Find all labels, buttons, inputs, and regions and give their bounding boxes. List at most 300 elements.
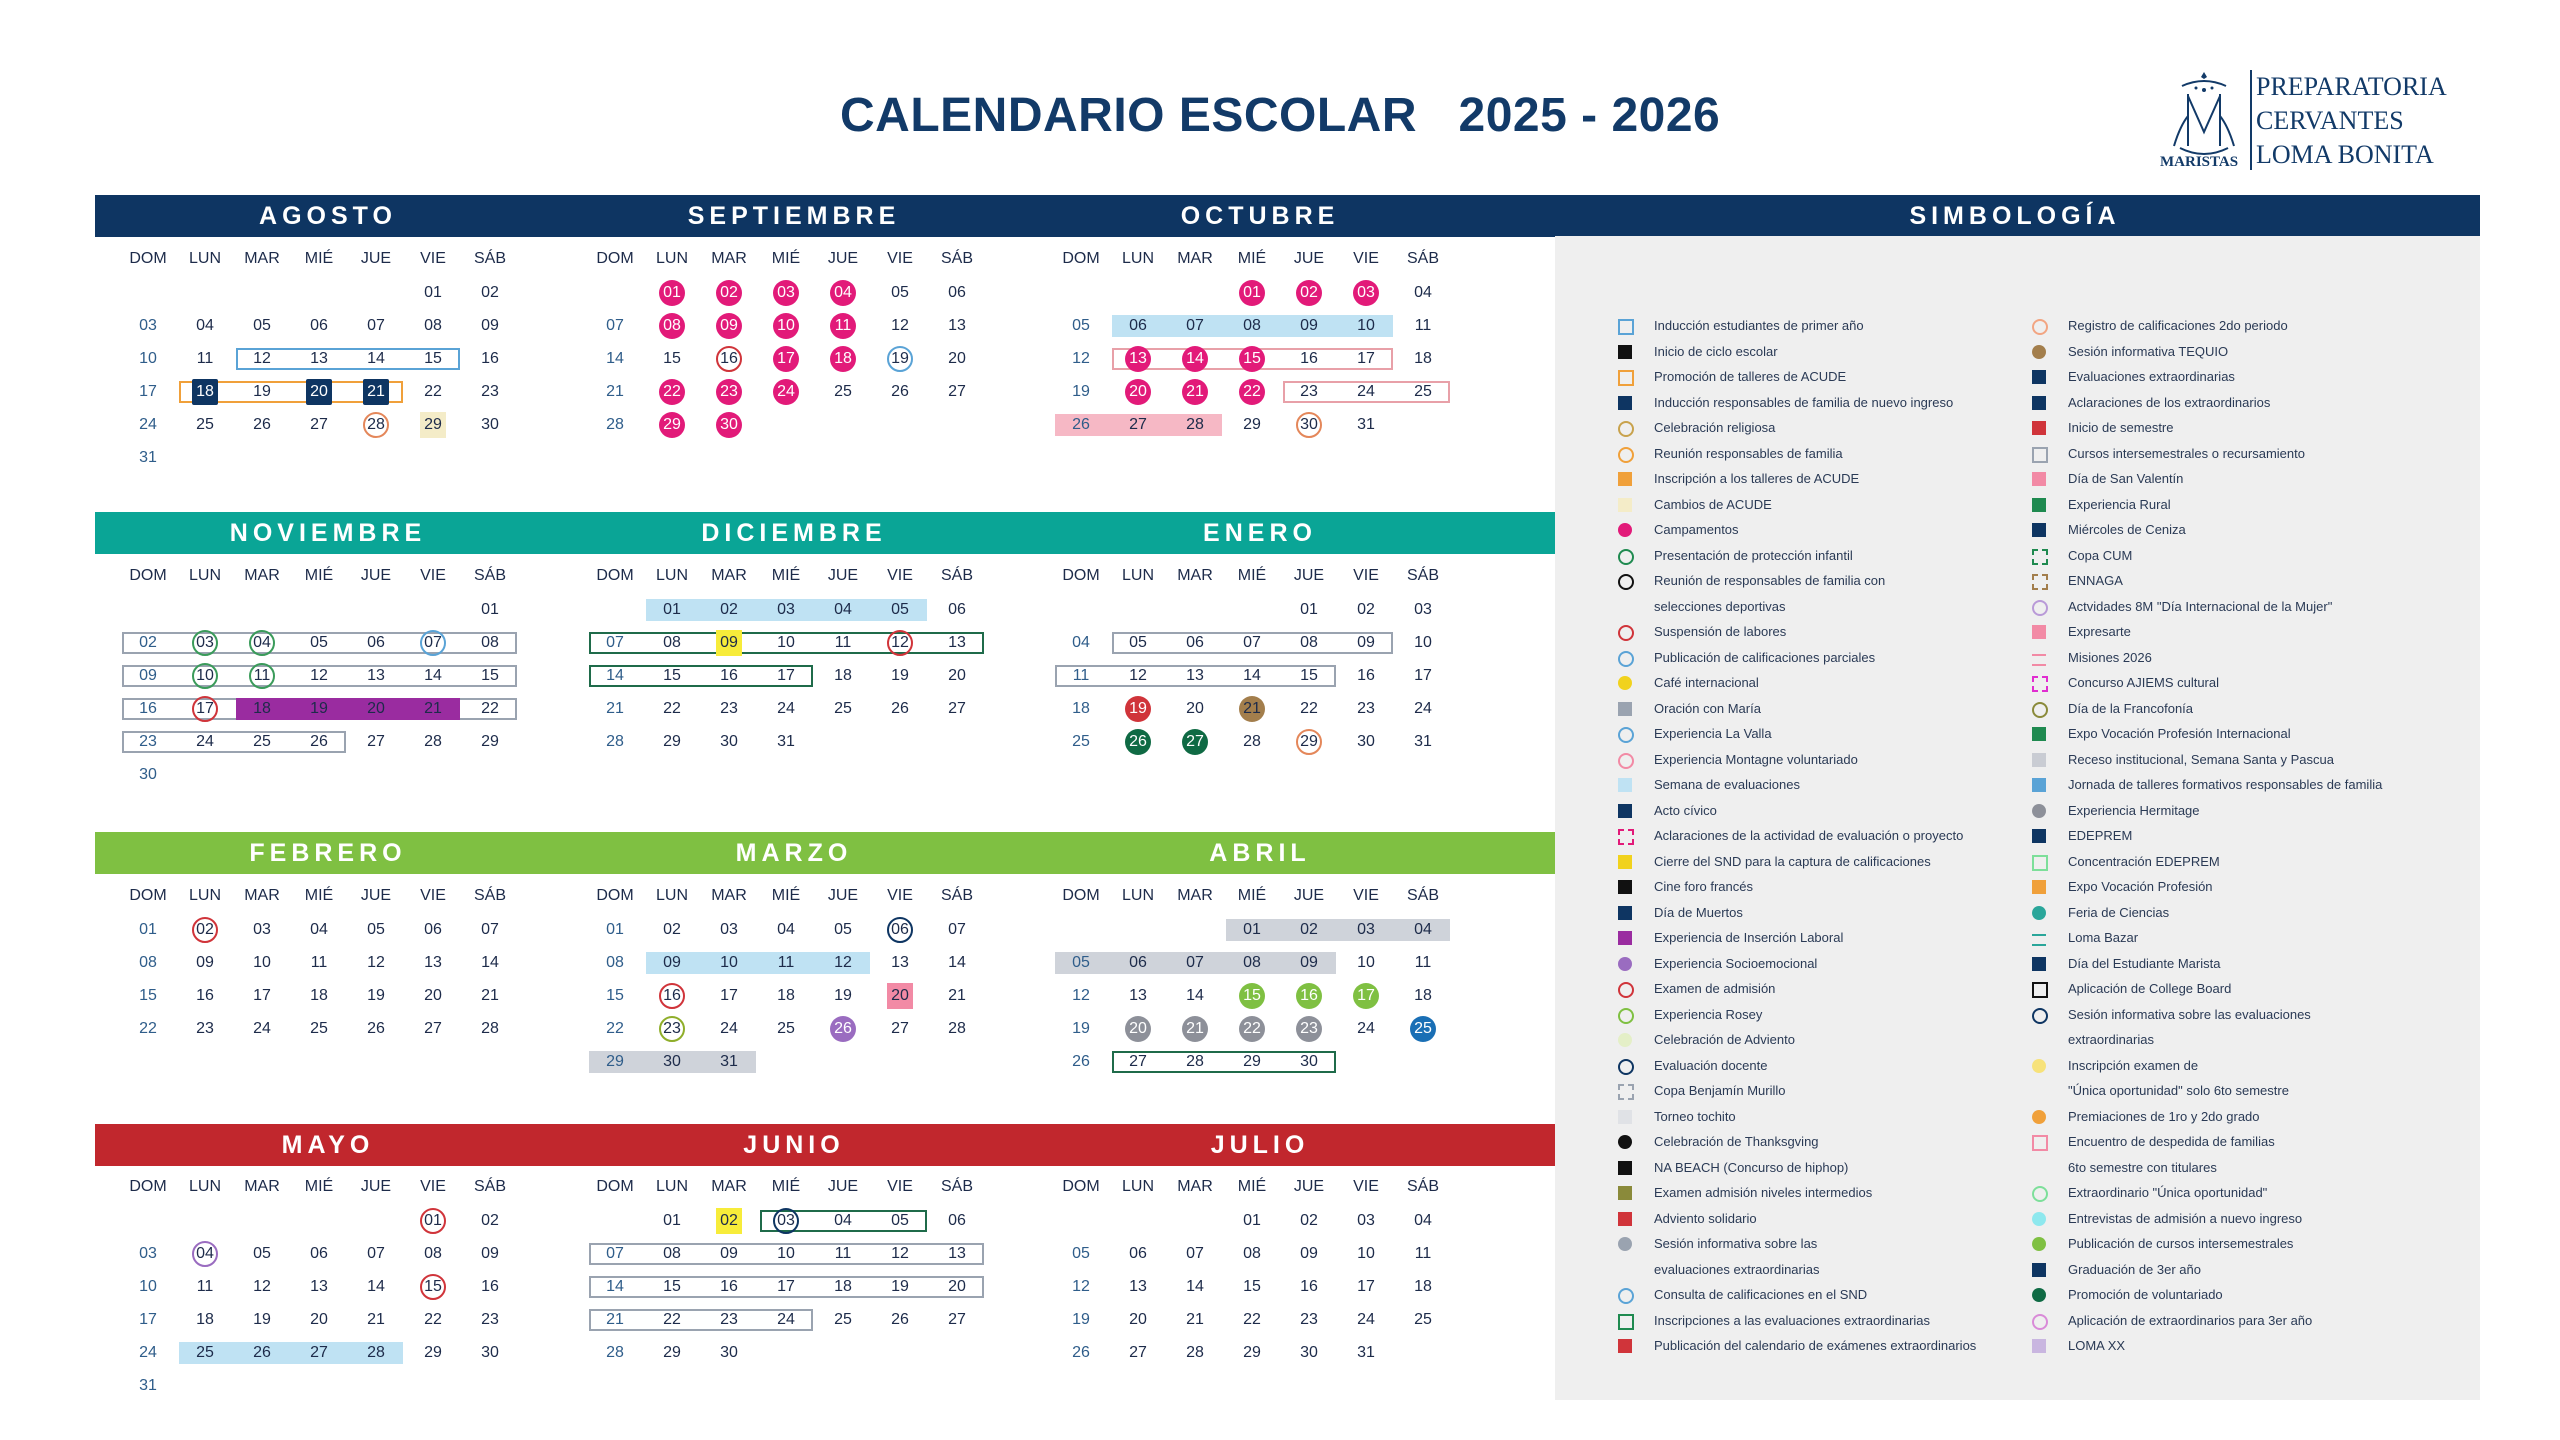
calendar-day[interactable]: 11 (834, 317, 852, 334)
calendar-day[interactable]: 02 (720, 601, 738, 618)
calendar-day[interactable]: 10 (139, 350, 157, 367)
calendar-day[interactable]: 14 (606, 667, 624, 684)
calendar-day[interactable]: 07 (367, 317, 385, 334)
calendar-day[interactable]: 06 (1129, 954, 1147, 971)
calendar-day[interactable]: 11 (253, 667, 271, 684)
calendar-day[interactable]: 18 (196, 383, 214, 400)
calendar-day[interactable]: 12 (367, 954, 385, 971)
calendar-day[interactable]: 07 (424, 634, 442, 651)
calendar-day[interactable]: 13 (367, 667, 385, 684)
calendar-day[interactable]: 21 (367, 383, 385, 400)
calendar-day[interactable]: 27 (1186, 733, 1204, 750)
calendar-day[interactable]: 06 (310, 1245, 328, 1262)
calendar-day[interactable]: 12 (891, 317, 909, 334)
calendar-day[interactable]: 27 (1129, 1053, 1147, 1070)
calendar-day[interactable]: 27 (424, 1020, 442, 1037)
calendar-day[interactable]: 01 (606, 921, 624, 938)
calendar-day[interactable]: 18 (777, 987, 795, 1004)
calendar-day[interactable]: 09 (720, 634, 738, 651)
calendar-day[interactable]: 27 (948, 1311, 966, 1328)
calendar-day[interactable]: 12 (891, 1245, 909, 1262)
calendar-day[interactable]: 28 (367, 1344, 385, 1361)
calendar-day[interactable]: 28 (606, 1344, 624, 1361)
calendar-day[interactable]: 21 (948, 987, 966, 1004)
calendar-day[interactable]: 29 (1300, 733, 1318, 750)
calendar-day[interactable]: 05 (253, 1245, 271, 1262)
calendar-day[interactable]: 04 (834, 284, 852, 301)
calendar-day[interactable]: 15 (481, 667, 499, 684)
calendar-day[interactable]: 21 (606, 700, 624, 717)
calendar-day[interactable]: 22 (663, 700, 681, 717)
calendar-day[interactable]: 06 (367, 634, 385, 651)
calendar-day[interactable]: 31 (1414, 733, 1432, 750)
calendar-day[interactable]: 13 (424, 954, 442, 971)
calendar-day[interactable]: 28 (606, 733, 624, 750)
calendar-day[interactable]: 18 (834, 350, 852, 367)
calendar-day[interactable]: 08 (663, 317, 681, 334)
calendar-day[interactable]: 02 (1300, 921, 1318, 938)
calendar-day[interactable]: 30 (720, 1344, 738, 1361)
calendar-day[interactable]: 27 (948, 383, 966, 400)
calendar-day[interactable]: 03 (1357, 921, 1375, 938)
calendar-day[interactable]: 23 (720, 700, 738, 717)
calendar-day[interactable]: 11 (196, 350, 214, 367)
calendar-day[interactable]: 18 (1414, 987, 1432, 1004)
calendar-day[interactable]: 17 (777, 667, 795, 684)
calendar-day[interactable]: 30 (1300, 1344, 1318, 1361)
calendar-day[interactable]: 13 (310, 350, 328, 367)
calendar-day[interactable]: 09 (196, 954, 214, 971)
calendar-day[interactable]: 26 (253, 416, 271, 433)
calendar-day[interactable]: 16 (720, 1278, 738, 1295)
calendar-day[interactable]: 19 (891, 350, 909, 367)
calendar-day[interactable]: 06 (424, 921, 442, 938)
calendar-day[interactable]: 03 (777, 1212, 795, 1229)
calendar-day[interactable]: 26 (834, 1020, 852, 1037)
calendar-day[interactable]: 19 (1072, 1020, 1090, 1037)
calendar-day[interactable]: 13 (1129, 350, 1147, 367)
calendar-day[interactable]: 09 (663, 954, 681, 971)
calendar-day[interactable]: 06 (948, 284, 966, 301)
calendar-day[interactable]: 30 (139, 766, 157, 783)
calendar-day[interactable]: 07 (606, 1245, 624, 1262)
calendar-day[interactable]: 17 (777, 350, 795, 367)
calendar-day[interactable]: 15 (1300, 667, 1318, 684)
calendar-day[interactable]: 14 (1243, 667, 1261, 684)
calendar-day[interactable]: 11 (1414, 954, 1432, 971)
calendar-day[interactable]: 03 (253, 921, 271, 938)
calendar-day[interactable]: 16 (1357, 667, 1375, 684)
calendar-day[interactable]: 20 (891, 987, 909, 1004)
calendar-day[interactable]: 26 (253, 1344, 271, 1361)
calendar-day[interactable]: 02 (1357, 601, 1375, 618)
calendar-day[interactable]: 16 (720, 667, 738, 684)
calendar-day[interactable]: 14 (481, 954, 499, 971)
calendar-day[interactable]: 10 (253, 954, 271, 971)
calendar-day[interactable]: 11 (777, 954, 795, 971)
calendar-day[interactable]: 08 (1300, 634, 1318, 651)
calendar-day[interactable]: 24 (777, 700, 795, 717)
calendar-day[interactable]: 19 (310, 700, 328, 717)
calendar-day[interactable]: 30 (1300, 416, 1318, 433)
calendar-day[interactable]: 15 (663, 1278, 681, 1295)
calendar-day[interactable]: 27 (1129, 416, 1147, 433)
calendar-day[interactable]: 05 (1072, 954, 1090, 971)
calendar-day[interactable]: 21 (1186, 1020, 1204, 1037)
calendar-day[interactable]: 22 (606, 1020, 624, 1037)
calendar-day[interactable]: 05 (891, 1212, 909, 1229)
calendar-day[interactable]: 23 (1300, 1311, 1318, 1328)
calendar-day[interactable]: 27 (1129, 1344, 1147, 1361)
calendar-day[interactable]: 01 (663, 284, 681, 301)
calendar-day[interactable]: 14 (424, 667, 442, 684)
calendar-day[interactable]: 30 (481, 1344, 499, 1361)
calendar-day[interactable]: 13 (1129, 987, 1147, 1004)
calendar-day[interactable]: 31 (139, 1377, 157, 1394)
calendar-day[interactable]: 16 (481, 350, 499, 367)
calendar-day[interactable]: 08 (606, 954, 624, 971)
calendar-day[interactable]: 24 (253, 1020, 271, 1037)
calendar-day[interactable]: 06 (1129, 1245, 1147, 1262)
calendar-day[interactable]: 16 (720, 350, 738, 367)
calendar-day[interactable]: 07 (481, 921, 499, 938)
calendar-day[interactable]: 27 (367, 733, 385, 750)
calendar-day[interactable]: 02 (481, 284, 499, 301)
calendar-day[interactable]: 12 (310, 667, 328, 684)
calendar-day[interactable]: 05 (891, 601, 909, 618)
calendar-day[interactable]: 28 (1186, 1344, 1204, 1361)
calendar-day[interactable]: 25 (1072, 733, 1090, 750)
calendar-day[interactable]: 03 (1357, 1212, 1375, 1229)
calendar-day[interactable]: 27 (310, 1344, 328, 1361)
calendar-day[interactable]: 05 (834, 921, 852, 938)
calendar-day[interactable]: 07 (367, 1245, 385, 1262)
calendar-day[interactable]: 08 (1243, 1245, 1261, 1262)
calendar-day[interactable]: 29 (663, 1344, 681, 1361)
calendar-day[interactable]: 12 (1072, 1278, 1090, 1295)
calendar-day[interactable]: 17 (1357, 350, 1375, 367)
calendar-day[interactable]: 25 (196, 416, 214, 433)
calendar-day[interactable]: 10 (777, 1245, 795, 1262)
calendar-day[interactable]: 12 (253, 1278, 271, 1295)
calendar-day[interactable]: 21 (367, 1311, 385, 1328)
calendar-day[interactable]: 21 (1186, 383, 1204, 400)
calendar-day[interactable]: 01 (663, 601, 681, 618)
calendar-day[interactable]: 20 (367, 700, 385, 717)
calendar-day[interactable]: 17 (1357, 1278, 1375, 1295)
calendar-day[interactable]: 17 (139, 383, 157, 400)
calendar-day[interactable]: 11 (1072, 667, 1090, 684)
calendar-day[interactable]: 23 (663, 1020, 681, 1037)
calendar-day[interactable]: 18 (310, 987, 328, 1004)
calendar-day[interactable]: 23 (720, 1311, 738, 1328)
calendar-day[interactable]: 03 (196, 634, 214, 651)
calendar-day[interactable]: 04 (253, 634, 271, 651)
calendar-day[interactable]: 31 (1357, 1344, 1375, 1361)
calendar-day[interactable]: 16 (139, 700, 157, 717)
calendar-day[interactable]: 06 (1129, 317, 1147, 334)
calendar-day[interactable]: 19 (367, 987, 385, 1004)
calendar-day[interactable]: 22 (1300, 700, 1318, 717)
calendar-day[interactable]: 09 (139, 667, 157, 684)
calendar-day[interactable]: 13 (891, 954, 909, 971)
calendar-day[interactable]: 21 (481, 987, 499, 1004)
calendar-day[interactable]: 16 (1300, 350, 1318, 367)
calendar-day[interactable]: 07 (1186, 954, 1204, 971)
calendar-day[interactable]: 29 (424, 416, 442, 433)
calendar-day[interactable]: 04 (196, 317, 214, 334)
calendar-day[interactable]: 05 (891, 284, 909, 301)
calendar-day[interactable]: 25 (834, 700, 852, 717)
calendar-day[interactable]: 25 (196, 1344, 214, 1361)
calendar-day[interactable]: 07 (606, 634, 624, 651)
calendar-day[interactable]: 03 (1357, 284, 1375, 301)
calendar-day[interactable]: 14 (1186, 987, 1204, 1004)
calendar-day[interactable]: 26 (1072, 1344, 1090, 1361)
calendar-day[interactable]: 02 (196, 921, 214, 938)
calendar-day[interactable]: 11 (834, 1245, 852, 1262)
calendar-day[interactable]: 03 (1414, 601, 1432, 618)
calendar-day[interactable]: 19 (834, 987, 852, 1004)
calendar-day[interactable]: 28 (481, 1020, 499, 1037)
calendar-day[interactable]: 11 (1414, 317, 1432, 334)
calendar-day[interactable]: 14 (606, 350, 624, 367)
calendar-day[interactable]: 15 (139, 987, 157, 1004)
calendar-day[interactable]: 26 (367, 1020, 385, 1037)
calendar-day[interactable]: 05 (310, 634, 328, 651)
calendar-day[interactable]: 04 (834, 1212, 852, 1229)
calendar-day[interactable]: 19 (891, 1278, 909, 1295)
calendar-day[interactable]: 29 (663, 733, 681, 750)
calendar-day[interactable]: 07 (1243, 634, 1261, 651)
calendar-day[interactable]: 25 (1414, 1020, 1432, 1037)
calendar-day[interactable]: 29 (424, 1344, 442, 1361)
calendar-day[interactable]: 21 (606, 383, 624, 400)
calendar-day[interactable]: 04 (310, 921, 328, 938)
calendar-day[interactable]: 02 (720, 284, 738, 301)
calendar-day[interactable]: 05 (1129, 634, 1147, 651)
calendar-day[interactable]: 22 (481, 700, 499, 717)
calendar-day[interactable]: 05 (1072, 317, 1090, 334)
calendar-day[interactable]: 19 (253, 1311, 271, 1328)
calendar-day[interactable]: 24 (139, 416, 157, 433)
calendar-day[interactable]: 08 (424, 317, 442, 334)
calendar-day[interactable]: 10 (139, 1278, 157, 1295)
calendar-day[interactable]: 04 (777, 921, 795, 938)
calendar-day[interactable]: 15 (424, 350, 442, 367)
calendar-day[interactable]: 24 (1414, 700, 1432, 717)
calendar-day[interactable]: 26 (310, 733, 328, 750)
calendar-day[interactable]: 10 (777, 317, 795, 334)
calendar-day[interactable]: 29 (1243, 416, 1261, 433)
calendar-day[interactable]: 24 (777, 1311, 795, 1328)
calendar-day[interactable]: 20 (1129, 1311, 1147, 1328)
calendar-day[interactable]: 16 (196, 987, 214, 1004)
calendar-day[interactable]: 20 (310, 383, 328, 400)
calendar-day[interactable]: 13 (948, 1245, 966, 1262)
calendar-day[interactable]: 26 (891, 383, 909, 400)
calendar-day[interactable]: 26 (1072, 1053, 1090, 1070)
calendar-day[interactable]: 19 (253, 383, 271, 400)
calendar-day[interactable]: 19 (1072, 383, 1090, 400)
calendar-day[interactable]: 04 (834, 601, 852, 618)
calendar-day[interactable]: 12 (1129, 667, 1147, 684)
calendar-day[interactable]: 20 (310, 1311, 328, 1328)
calendar-day[interactable]: 25 (777, 1020, 795, 1037)
calendar-day[interactable]: 20 (424, 987, 442, 1004)
calendar-day[interactable]: 08 (424, 1245, 442, 1262)
calendar-day[interactable]: 18 (253, 700, 271, 717)
calendar-day[interactable]: 20 (948, 667, 966, 684)
calendar-day[interactable]: 15 (663, 350, 681, 367)
calendar-day[interactable]: 10 (777, 634, 795, 651)
calendar-day[interactable]: 05 (253, 317, 271, 334)
calendar-day[interactable]: 01 (139, 921, 157, 938)
calendar-day[interactable]: 09 (1300, 954, 1318, 971)
calendar-day[interactable]: 28 (424, 733, 442, 750)
calendar-day[interactable]: 21 (424, 700, 442, 717)
calendar-day[interactable]: 03 (720, 921, 738, 938)
calendar-day[interactable]: 22 (1243, 1311, 1261, 1328)
calendar-day[interactable]: 23 (139, 733, 157, 750)
calendar-day[interactable]: 13 (1129, 1278, 1147, 1295)
calendar-day[interactable]: 20 (1186, 700, 1204, 717)
calendar-day[interactable]: 20 (1129, 383, 1147, 400)
calendar-day[interactable]: 17 (196, 700, 214, 717)
calendar-day[interactable]: 25 (834, 1311, 852, 1328)
calendar-day[interactable]: 07 (1186, 317, 1204, 334)
calendar-day[interactable]: 25 (1414, 383, 1432, 400)
calendar-day[interactable]: 24 (777, 383, 795, 400)
calendar-day[interactable]: 07 (606, 317, 624, 334)
calendar-day[interactable]: 30 (720, 733, 738, 750)
calendar-day[interactable]: 07 (948, 921, 966, 938)
calendar-day[interactable]: 02 (663, 921, 681, 938)
calendar-day[interactable]: 29 (481, 733, 499, 750)
calendar-day[interactable]: 15 (606, 987, 624, 1004)
calendar-day[interactable]: 28 (606, 416, 624, 433)
calendar-day[interactable]: 03 (777, 601, 795, 618)
calendar-day[interactable]: 31 (1357, 416, 1375, 433)
calendar-day[interactable]: 24 (196, 733, 214, 750)
calendar-day[interactable]: 29 (1243, 1344, 1261, 1361)
calendar-day[interactable]: 11 (196, 1278, 214, 1295)
calendar-day[interactable]: 24 (1357, 1311, 1375, 1328)
calendar-day[interactable]: 18 (834, 667, 852, 684)
calendar-day[interactable]: 17 (253, 987, 271, 1004)
calendar-day[interactable]: 30 (1357, 733, 1375, 750)
calendar-day[interactable]: 30 (720, 416, 738, 433)
calendar-day[interactable]: 30 (1300, 1053, 1318, 1070)
calendar-day[interactable]: 25 (310, 1020, 328, 1037)
calendar-day[interactable]: 01 (1243, 284, 1261, 301)
calendar-day[interactable]: 01 (424, 1212, 442, 1229)
calendar-day[interactable]: 08 (663, 634, 681, 651)
calendar-day[interactable]: 29 (1243, 1053, 1261, 1070)
calendar-day[interactable]: 29 (606, 1053, 624, 1070)
calendar-day[interactable]: 17 (139, 1311, 157, 1328)
calendar-day[interactable]: 04 (196, 1245, 214, 1262)
calendar-day[interactable]: 28 (367, 416, 385, 433)
calendar-day[interactable]: 03 (777, 284, 795, 301)
calendar-day[interactable]: 11 (834, 634, 852, 651)
calendar-day[interactable]: 20 (948, 1278, 966, 1295)
calendar-day[interactable]: 12 (891, 634, 909, 651)
calendar-day[interactable]: 09 (1300, 317, 1318, 334)
calendar-day[interactable]: 22 (1243, 1020, 1261, 1037)
calendar-day[interactable]: 13 (310, 1278, 328, 1295)
calendar-day[interactable]: 09 (481, 317, 499, 334)
calendar-day[interactable]: 02 (1300, 284, 1318, 301)
calendar-day[interactable]: 09 (720, 1245, 738, 1262)
calendar-day[interactable]: 14 (1186, 1278, 1204, 1295)
calendar-day[interactable]: 06 (948, 601, 966, 618)
calendar-day[interactable]: 23 (1300, 1020, 1318, 1037)
calendar-day[interactable]: 12 (834, 954, 852, 971)
calendar-day[interactable]: 17 (777, 1278, 795, 1295)
calendar-day[interactable]: 18 (1414, 1278, 1432, 1295)
calendar-day[interactable]: 01 (663, 1212, 681, 1229)
calendar-day[interactable]: 25 (253, 733, 271, 750)
calendar-day[interactable]: 17 (1357, 987, 1375, 1004)
calendar-day[interactable]: 01 (481, 601, 499, 618)
calendar-day[interactable]: 21 (606, 1311, 624, 1328)
calendar-day[interactable]: 25 (1414, 1311, 1432, 1328)
calendar-day[interactable]: 05 (1072, 1245, 1090, 1262)
calendar-day[interactable]: 14 (367, 350, 385, 367)
calendar-day[interactable]: 04 (1072, 634, 1090, 651)
calendar-day[interactable]: 18 (1072, 700, 1090, 717)
calendar-day[interactable]: 23 (481, 383, 499, 400)
calendar-day[interactable]: 06 (948, 1212, 966, 1229)
calendar-day[interactable]: 13 (1186, 667, 1204, 684)
calendar-day[interactable]: 11 (1414, 1245, 1432, 1262)
calendar-day[interactable]: 08 (481, 634, 499, 651)
calendar-day[interactable]: 09 (481, 1245, 499, 1262)
calendar-day[interactable]: 31 (777, 733, 795, 750)
calendar-day[interactable]: 09 (1357, 634, 1375, 651)
calendar-day[interactable]: 13 (948, 634, 966, 651)
calendar-day[interactable]: 01 (1300, 601, 1318, 618)
calendar-day[interactable]: 19 (1129, 700, 1147, 717)
calendar-day[interactable]: 22 (424, 383, 442, 400)
calendar-day[interactable]: 30 (481, 416, 499, 433)
calendar-day[interactable]: 14 (948, 954, 966, 971)
calendar-day[interactable]: 14 (606, 1278, 624, 1295)
calendar-day[interactable]: 31 (139, 449, 157, 466)
calendar-day[interactable]: 18 (196, 1311, 214, 1328)
calendar-day[interactable]: 01 (1243, 921, 1261, 938)
calendar-day[interactable]: 02 (481, 1212, 499, 1229)
calendar-day[interactable]: 08 (1243, 317, 1261, 334)
calendar-day[interactable]: 08 (139, 954, 157, 971)
calendar-day[interactable]: 10 (1357, 954, 1375, 971)
calendar-day[interactable]: 22 (424, 1311, 442, 1328)
calendar-day[interactable]: 03 (139, 317, 157, 334)
calendar-day[interactable]: 28 (948, 1020, 966, 1037)
calendar-day[interactable]: 16 (1300, 987, 1318, 1004)
calendar-day[interactable]: 10 (1357, 1245, 1375, 1262)
calendar-day[interactable]: 20 (948, 350, 966, 367)
calendar-day[interactable]: 15 (663, 667, 681, 684)
calendar-day[interactable]: 27 (891, 1020, 909, 1037)
calendar-day[interactable]: 29 (663, 416, 681, 433)
calendar-day[interactable]: 08 (1243, 954, 1261, 971)
calendar-day[interactable]: 23 (720, 383, 738, 400)
calendar-day[interactable]: 17 (1414, 667, 1432, 684)
calendar-day[interactable]: 19 (891, 667, 909, 684)
calendar-day[interactable]: 30 (663, 1053, 681, 1070)
